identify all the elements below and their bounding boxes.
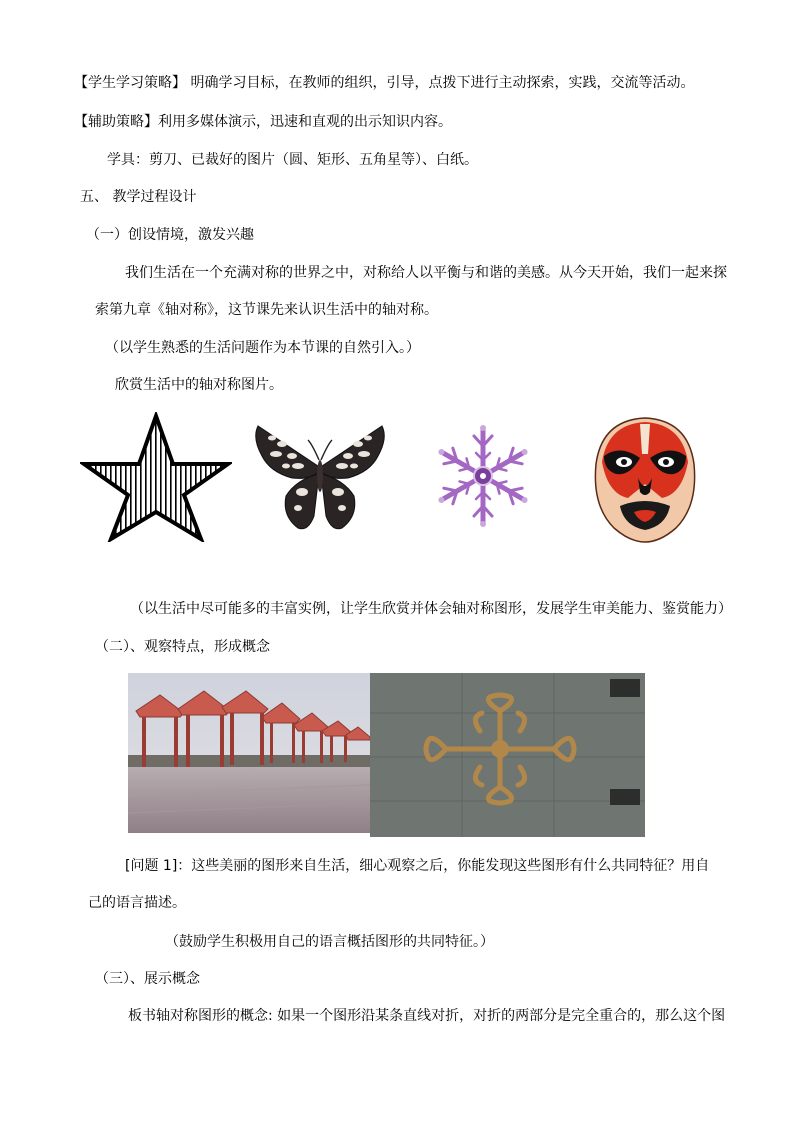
snowflake-icon <box>423 420 543 530</box>
subsection-two-heading: （二）、观察特点，形成概念 <box>95 639 270 655</box>
section-five-heading: 五、 教学过程设计 <box>80 189 197 205</box>
question-1-line-1: [问题 1]：这些美丽的图形来自生活，细心观察之后，你能发现这些图形有什么共同特征？用自 <box>125 858 710 874</box>
examples-note: （以生活中尽可能多的丰富实例，让学生欣赏并体会轴对称图形，发展学生审美能力、鉴赏能力） <box>130 601 732 617</box>
question-1-note: （鼓励学生积极用自己的语言概括图形的共同特征。） <box>165 934 494 950</box>
intro-line-1: 我们生活在一个充满对称的世界之中，对称给人以平衡与和谐的美感。从今天开始，我们一起来探 <box>125 265 727 281</box>
concept-definition: 板书轴对称图形的概念: 如果一个图形沿某条直线对折，对折的两部分是完全重合的，那么这个图 <box>128 1008 726 1024</box>
tools-line: 学具：剪刀、已裁好的图片（圆、矩形、五角星等）、白纸。 <box>107 152 478 168</box>
appreciate-line: 欣赏生活中的轴对称图片。 <box>115 377 283 393</box>
star-icon <box>80 412 232 542</box>
intro-line-2: 索第九章《轴对称》，这节课先来认识生活中的轴对称。 <box>95 302 438 318</box>
opera-mask-figure <box>590 414 700 544</box>
butterfly-icon <box>252 420 388 534</box>
subsection-three-heading: （三）、展示概念 <box>95 971 200 987</box>
pavilion-photo-image <box>128 673 370 833</box>
student-strategy: 【学生学习策略】 明确学习目标，在教师的组织，引导，点拨下进行主动探索，实践，交流等活动。 <box>74 75 695 91</box>
butterfly-figure <box>252 420 388 534</box>
subsection-one-heading: （一）创设情境，激发兴趣 <box>86 227 254 243</box>
opera-mask-icon <box>590 414 700 544</box>
aux-strategy: 【辅助策略】利用多媒体演示，迅速和直观的出示知识内容。 <box>74 114 452 130</box>
star-figure <box>80 412 232 542</box>
intro-note: （以学生熟悉的生活问题作为本节课的自然引入。） <box>105 340 420 356</box>
wall-ornament-photo-image <box>370 673 645 837</box>
pavilion-photo <box>128 673 370 833</box>
snowflake-figure <box>423 420 543 530</box>
question-1-line-2: 己的语言描述。 <box>88 895 186 911</box>
wall-ornament-photo <box>370 673 645 837</box>
